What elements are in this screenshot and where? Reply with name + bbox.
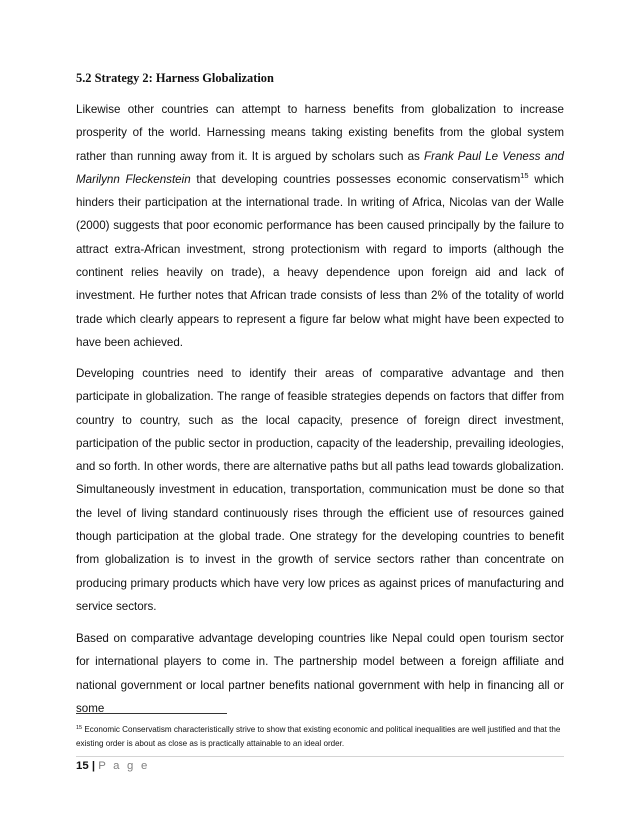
page-footer [76,760,150,772]
footer-separator: | [88,760,99,772]
paragraph-3: Based on comparative advantage developing countries like Nepal could open tourism sector for international players to come in. The partnership model between a foreign affiliate and national government or local partner benefits national government with help in financing all or some [76,632,564,715]
paragraph-2: Developing countries need to identify their areas of comparative advantage and then participate in globalization. The range of feasible strategies depends on factors that differ from country to country, such as the local capacity, presence of foreign direct investment, participation of the public sector in production, capacity of the leadership, prevailing ideologies, and so forth. In other words, there are alternative paths but all paths lead towards globalization. Simultaneously investment in education, transportation, communication must be done so that the level of living standard continuously rises through the efficient use of resources gained though participation at the global trade. One strategy for the developing countries to benefit from globalization is to invest in the growth of service sectors rather than concentrate on producing primary products which have very low prices as against prices of manufacturing and service sectors. [76,367,564,613]
paragraph-1-text-b: that developing countries possesses economic conservatism [190,172,521,186]
paragraph-1 [76,98,564,354]
footer-divider [76,756,564,757]
scholar-names: Frank Paul Le Veness and Marilynn Fleckenstein [76,149,564,186]
page-label: P a g e [98,760,150,772]
paragraph-1-text-c: which hinders their participation at the international trade. In writing of Africa, Nicolas van der Walle (2000) suggests that poor economic performance has been caused principally by the failure to attract extra-African investment, strong protectionism with regard to imports (although the continent relies heavily on trade), a heavy dependence upon foreign aid and lack of investment. He further notes that African trade consists of less than 2% of the totality of world trade which clearly appears to represent a figure far below what might have been expected to have been achieved. [76,172,564,349]
paragraph-1-text-a: Likewise other countries can attempt to harness benefits from globalization to increase prosperity of the world. Harnessing means taking existing benefits from the global system rather than running away from it. It is argued by scholars such as [76,103,564,163]
footnote-number: 15 [76,725,83,731]
page-number: 15 [76,760,89,772]
footnote [76,723,564,751]
footnote-text: Economic Conservatism characteristically strive to show that existing economic and political inequalities are well justified and that the existing order is about as close as is practically attainable to an ideal order. [76,725,561,748]
section-heading: 5.2 Strategy 2: Harness Globalization [76,71,274,85]
footnote-separator [76,713,227,714]
footnote-reference[interactable]: 15 [520,170,529,180]
